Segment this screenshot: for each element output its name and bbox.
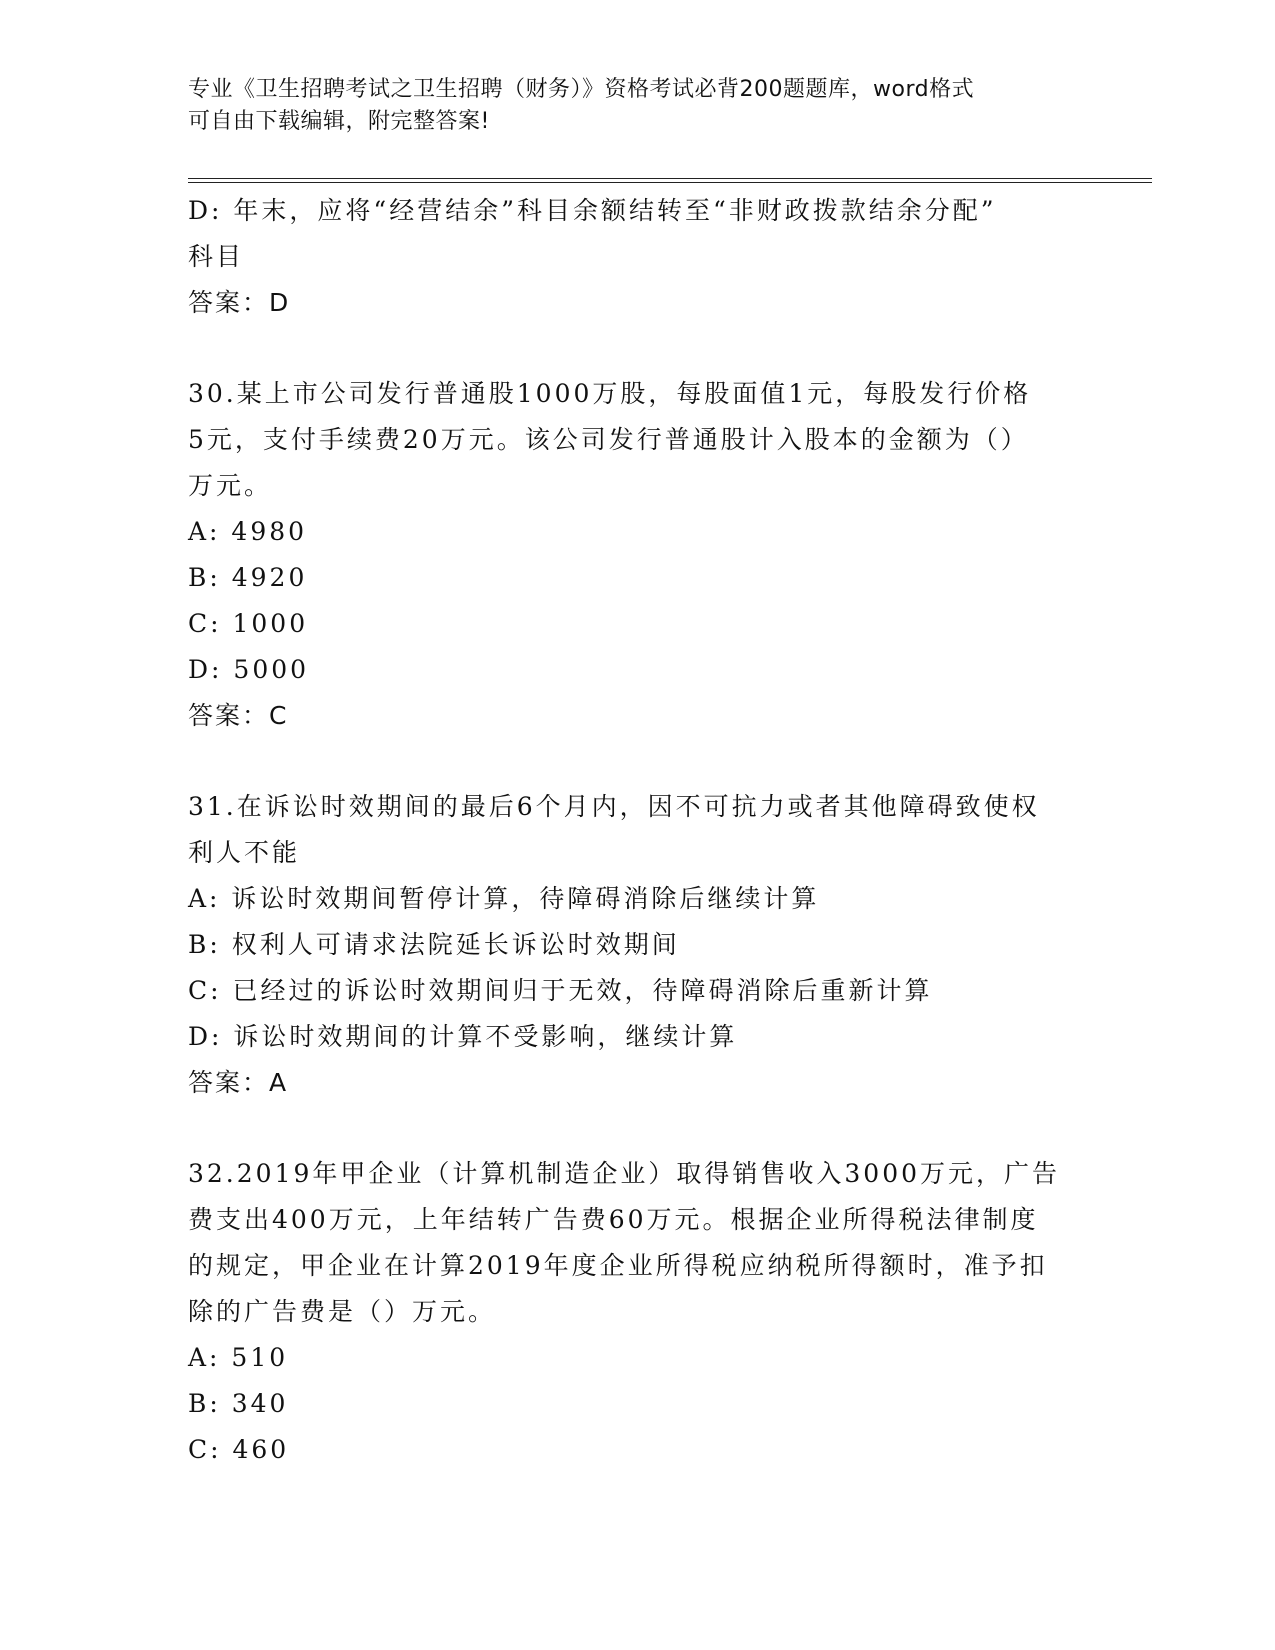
question-stem-line: 30.某上市公司发行普通股1000万股，每股面值1元，每股发行价格: [188, 379, 1032, 408]
question-32: [188, 1151, 1088, 1473]
option-a: A: 诉讼时效期间暂停计算，待障碍消除后继续计算: [188, 884, 820, 913]
question-stem-line: 31.在诉讼时效期间的最后6个月内，因不可抗力或者其他障碍致使权: [188, 792, 1040, 821]
option-c: C: 1000: [188, 609, 309, 638]
question-stem-line: 32.2019年甲企业（计算机制造企业）取得销售收入3000万元，广告: [188, 1159, 1061, 1188]
prev-answer: 答案：D: [188, 288, 291, 317]
question-30: [188, 371, 1088, 739]
option-c: C: 已经过的诉讼时效期间归于无效，待障碍消除后重新计算: [188, 976, 933, 1005]
page-header: [188, 74, 1068, 138]
prev-option-d: D: 年末，应将“经营结余”科目余额结转至“非财政拨款结余分配”: [188, 196, 997, 225]
question-stem-line: 万元。: [188, 471, 273, 500]
option-a: A: 4980: [188, 517, 308, 546]
question-stem-line: 的规定，甲企业在计算2019年度企业所得税应纳税所得额时，准予扣: [188, 1251, 1048, 1280]
question-stem-line: 除的广告费是（）万元。: [188, 1297, 497, 1326]
header-line-2: 可自由下载编辑，附完整答案!: [188, 109, 490, 134]
question-31: [188, 784, 1088, 1106]
option-b: B: 4920: [188, 563, 308, 592]
option-a: A: 510: [188, 1343, 289, 1372]
header-divider: [188, 178, 1152, 183]
question-stem-line: 5元，支付手续费20万元。该公司发行普通股计入股本的金额为（）: [188, 425, 1029, 454]
answer: 答案：A: [188, 1068, 289, 1097]
header-line-1: 专业《卫生招聘考试之卫生招聘（财务）》资格考试必背200题题库，word格式: [188, 77, 975, 102]
option-c: C: 460: [188, 1435, 290, 1464]
question-stem-line: 费支出400万元，上年结转广告费60万元。根据企业所得税法律制度: [188, 1205, 1039, 1234]
question-stem-line: 利人不能: [188, 838, 301, 867]
option-d: D: 诉讼时效期间的计算不受影响，继续计算: [188, 1022, 738, 1051]
option-d: D: 5000: [188, 655, 310, 684]
answer: 答案：C: [188, 701, 289, 730]
document-body: [188, 188, 1088, 1473]
option-b: B: 权利人可请求法院延长诉讼时效期间: [188, 930, 680, 959]
prev-option-d-cont: 科目: [188, 242, 245, 271]
option-b: B: 340: [188, 1389, 289, 1418]
